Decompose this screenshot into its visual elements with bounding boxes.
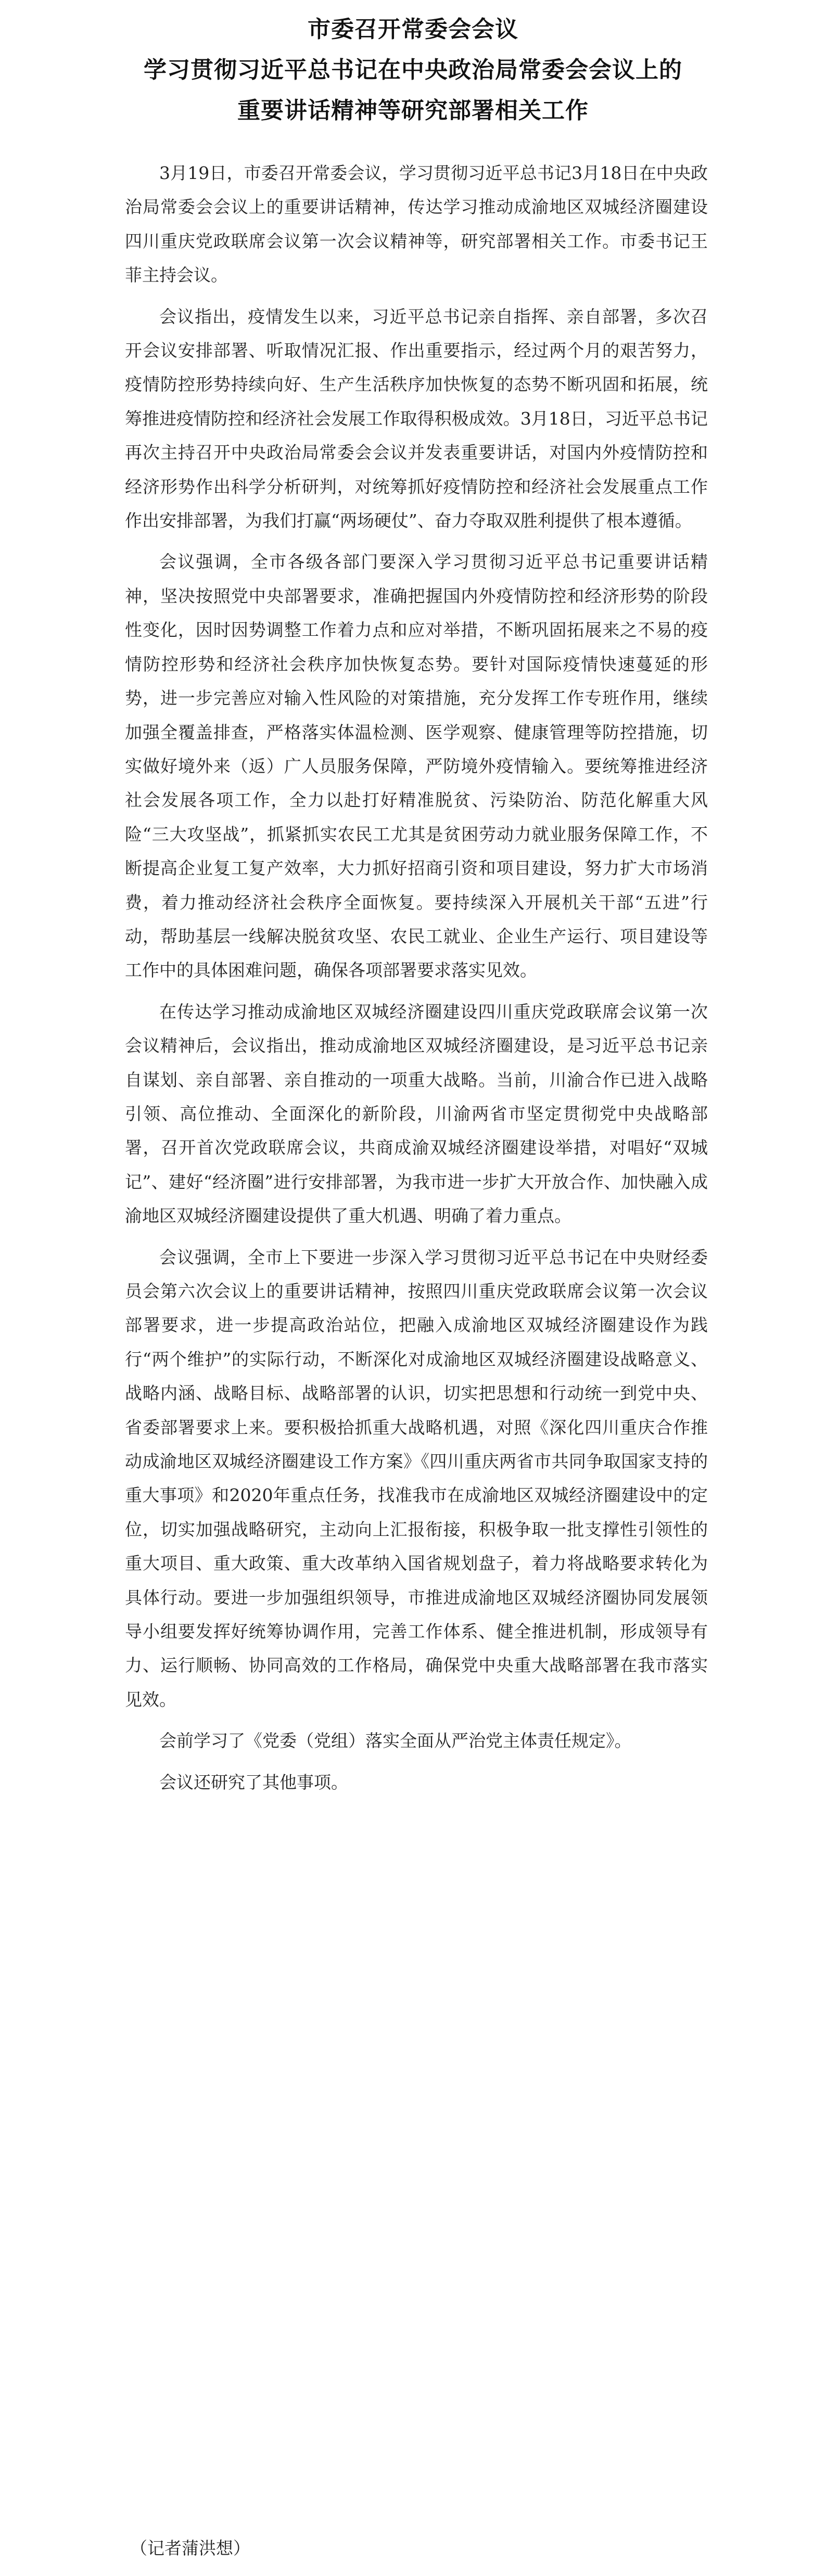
paragraph-2: 会议指出，疫情发生以来，习近平总书记亲自指挥、亲自部署，多次召开会议安排部署、听取情况汇报、作出重要指示，经过两个月的艰苦努力，疫情防控形势持续向好、生产生活秩序加快恢复的态势不断巩固和拓展，统筹推进疫情防控和经济社会发展工作取得积极成效。3月18日，习近平总书记再次主持召开中央政治局常委会会议并发表重要讲话，对国内外疫情防控和经济形势作出科学分析研判，对统筹抓好疫情防控和经济社会发展重点工作作出安排部署，为我们打赢“两场硬仗”、奋力夺取双胜利提供了根本遵循。 xyxy=(125,306,708,531)
paragraph-6: 会前学习了《党委（党组）落实全面从严治党主体责任规定》。 xyxy=(159,1731,632,1751)
title-line-2: 学习贯彻习近平总书记在中央政治局常委会会议上的 xyxy=(144,57,682,83)
article-title xyxy=(0,9,826,131)
article-body xyxy=(125,156,708,1804)
paragraph-5: 会议强调，全市上下要进一步深入学习贯彻习近平总书记在中央财经委员会第六次会议上的重要讲话精神，按照四川重庆党政联席会议第一次会议部署要求，进一步提高政治站位，把融入成渝地区双城经济圈建设作为践行“两个维护”的实际行动，不断深化对成渝地区双城经济圈建设战略意义、战略内涵、战略目标、战略部署的认识，切实把思想和行动统一到党中央、省委部署要求上来。要积极拾抓重大战略机遇，对照《深化四川重庆合作推动成渝地区双城经济圈建设工作方案》《四川重庆两省市共同争取国家支持的重大事项》和2020年重点任务，找准我市在成渝地区双城经济圈建设中的定位，切实加强战略研究，主动向上汇报衔接，积极争取一批支撑性引领性的重大项目、重大政策、重大改革纳入国省规划盘子，着力将战略要求转化为具体行动。要进一步加强组织领导，市推进成渝地区双城经济圈协同发展领导小组要发挥好统筹协调作用，完善工作体系、健全推进机制，形成领导有力、运行顺畅、协同高效的工作格局，确保党中央重大战略部署在我市落实见效。 xyxy=(125,1247,708,1710)
title-line-1: 市委召开常委会会议 xyxy=(308,16,518,43)
paragraph-1: 3月19日，市委召开常委会议，学习贯彻习近平总书记3月18日在中央政治局常委会会议上的重要讲话精神，传达学习推动成渝地区双城经济圈建设四川重庆党政联席会议第一次会议精神等，研究部署相关工作。市委书记王菲主持会议。 xyxy=(125,163,708,286)
paragraph-3: 会议强调，全市各级各部门要深入学习贯彻习近平总书记重要讲话精神，坚决按照党中央部署要求，准确把握国内外疫情防控和经济形势的阶段性变化，因时因势调整工作着力点和应对举措，不断巩固拓展来之不易的疫情防控形势和经济社会秩序加快恢复态势。要针对国际疫情快速蔓延的形势，进一步完善应对输入性风险的对策措施，充分发挥工作专班作用，继续加强全覆盖排查，严格落实体温检测、医学观察、健康管理等防控措施，切实做好境外来（返）广人员服务保障，严防境外疫情输入。要统筹推进经济社会发展各项工作，全力以赴打好精准脱贫、污染防治、防范化解重大风险“三大攻坚战”，抓紧抓实农民工尤其是贫困劳动力就业服务保障工作，不断提高企业复工复产效率，大力抓好招商引资和项目建设，努力扩大市场消费，着力推动经济社会秩序全面恢复。要持续深入开展机关干部“五进”行动，帮助基层一线解决脱贫攻坚、农民工就业、企业生产运行、项目建设等工作中的具体困难问题，确保各项部署要求落实见效。 xyxy=(125,552,708,981)
title-line-3: 重要讲话精神等研究部署相关工作 xyxy=(237,97,589,124)
reporter-byline: （记者蒲洪想） xyxy=(130,2538,250,2558)
paragraph-4: 在传达学习推动成渝地区双城经济圈建设四川重庆党政联席会议第一次会议精神后，会议指出，推动成渝地区双城经济圈建设，是习近平总书记亲自谋划、亲自部署、亲自推动的一项重大战略。当前，川渝合作已进入战略引领、高位推动、全面深化的新阶段，川渝两省市坚定贯彻党中央战略部署，召开首次党政联席会议，共商成渝双城经济圈建设举措，对唱好“双城记”、建好“经济圈”进行安排部署，为我市进一步扩大开放合作、加快融入成渝地区双城经济圈建设提供了重大机遇、明确了着力重点。 xyxy=(125,1001,708,1226)
paragraph-7: 会议还研究了其他事项。 xyxy=(159,1772,348,1792)
